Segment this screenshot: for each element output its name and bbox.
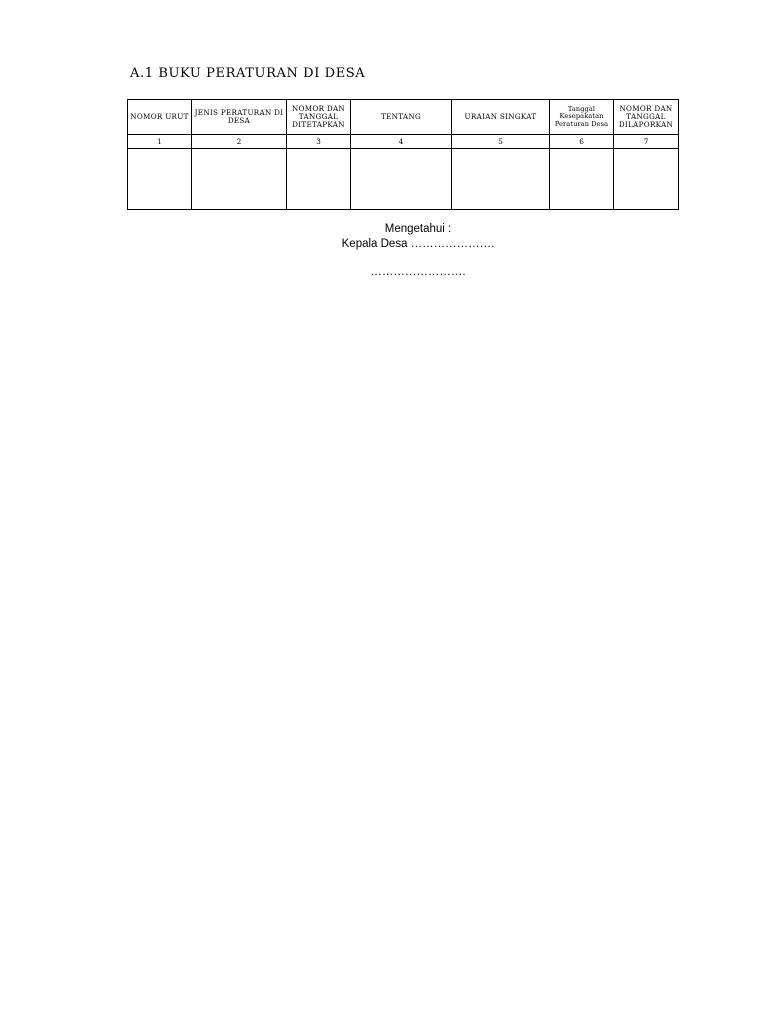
- column-number: 1: [128, 135, 192, 149]
- signature-name-placeholder: …………………….: [370, 266, 466, 278]
- empty-cell: [452, 149, 550, 210]
- column-number: 6: [550, 135, 614, 149]
- table-header-row: [128, 100, 679, 135]
- header-uraian-singkat: URAIAN SINGKAT: [452, 100, 550, 135]
- document-title: A.1 BUKU PERATURAN DI DESA: [130, 66, 366, 81]
- column-number: 7: [614, 135, 679, 149]
- header-tanggal-kesepakatan: Tanggal Kesepakatan Peraturan Desa: [550, 100, 614, 135]
- table-row: [128, 149, 679, 210]
- empty-cell: [128, 149, 192, 210]
- header-nomor-urut: NOMOR URUT: [128, 100, 192, 135]
- column-number-row: [128, 135, 679, 149]
- header-tentang: TENTANG: [351, 100, 452, 135]
- signature-acknowledge-label: Mengetahui :: [384, 223, 452, 235]
- empty-cell: [550, 149, 614, 210]
- header-nomor-tanggal-ditetapkan: NOMOR DAN TANGGAL DITETAPKAN: [287, 100, 351, 135]
- empty-cell: [614, 149, 679, 210]
- empty-cell: [192, 149, 287, 210]
- empty-cell: [351, 149, 452, 210]
- header-nomor-tanggal-dilaporkan: NOMOR DAN TANGGAL DILAPORKAN: [614, 100, 679, 135]
- column-number: 5: [452, 135, 550, 149]
- column-number: 4: [351, 135, 452, 149]
- signature-role-label: Kepala Desa ………………….: [341, 238, 495, 250]
- header-jenis-peraturan: JENIS PERATURAN DI DESA: [192, 100, 287, 135]
- register-table: [127, 99, 679, 210]
- column-number: 2: [192, 135, 287, 149]
- column-number: 3: [287, 135, 351, 149]
- empty-cell: [287, 149, 351, 210]
